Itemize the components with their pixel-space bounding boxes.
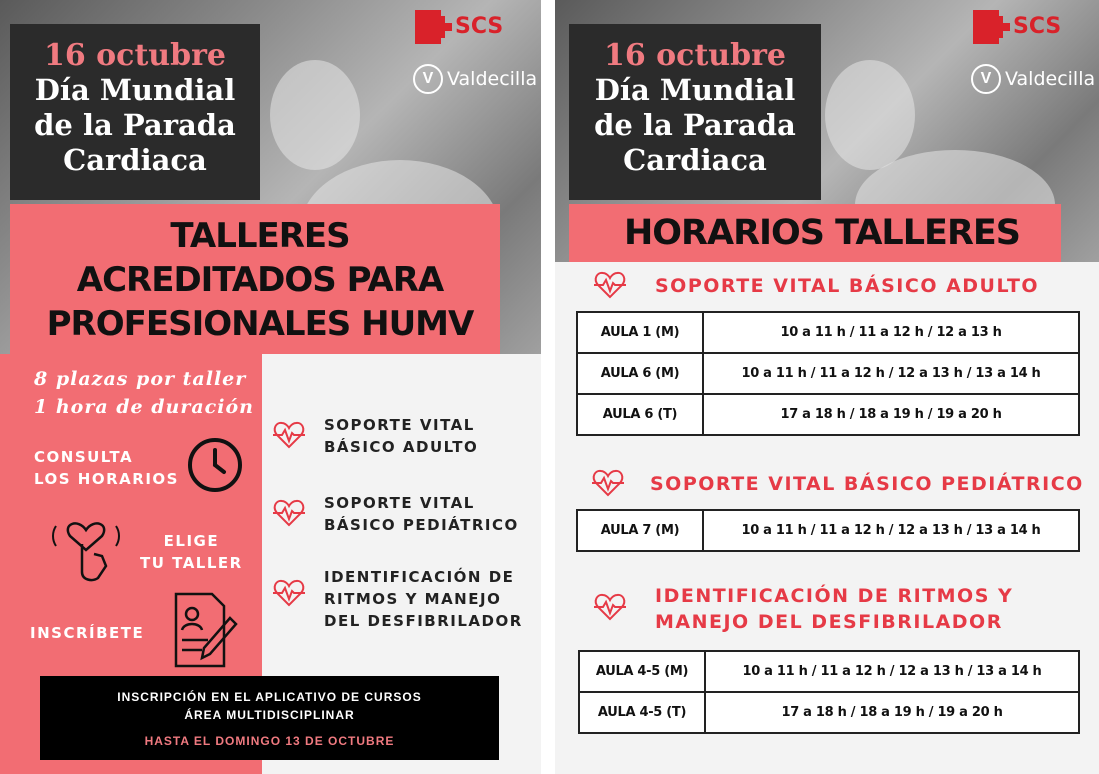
times-cell: 17 a 18 h / 18 a 19 h / 19 a 20 h xyxy=(705,692,1079,733)
valdecilla-logo-icon: V xyxy=(971,64,1001,94)
heart-pulse-icon xyxy=(272,420,306,450)
schedule-table xyxy=(576,311,1080,436)
section-heading-line: IDENTIFICACIÓN DE RITMOS Y xyxy=(655,585,1014,607)
hand-heart-icon xyxy=(48,512,124,584)
schedule-table xyxy=(576,509,1080,552)
places-per-workshop: 8 plazas por taller xyxy=(34,368,247,390)
step-choose xyxy=(140,530,243,574)
workshop-line: BÁSICO PEDIÁTRICO xyxy=(324,516,519,534)
scs-logo-mark xyxy=(973,10,999,44)
heart-pulse-icon xyxy=(593,592,627,622)
event-date: 16 octubre xyxy=(43,38,226,73)
workshop-line: IDENTIFICACIÓN DE xyxy=(324,568,515,586)
event-name-line: de la Parada xyxy=(34,108,236,142)
title-line: ACREDITADOS PARA xyxy=(76,260,444,300)
step-choose-line: ELIGE xyxy=(163,532,220,550)
event-date: 16 octubre xyxy=(603,38,786,73)
heart-pulse-icon xyxy=(272,498,306,528)
workshop-line: DEL DESFIBRILADOR xyxy=(324,612,523,630)
heart-pulse-icon xyxy=(593,270,627,300)
event-name-line: Cardiaca xyxy=(63,143,207,177)
section-heading: SOPORTE VITAL BÁSICO ADULTO xyxy=(655,275,1040,297)
times-cell: 10 a 11 h / 11 a 12 h / 12 a 13 h / 13 a 14 h xyxy=(703,510,1079,551)
registration-deadline: HASTA EL DOMINGO 13 DE OCTUBRE xyxy=(144,734,395,748)
workshop-duration: 1 hora de duración xyxy=(34,396,254,418)
valdecilla-logo-text: Valdecilla xyxy=(1005,68,1096,90)
workshop-item xyxy=(324,566,523,632)
workshop-line: BÁSICO ADULTO xyxy=(324,438,479,456)
event-name-line: Día Mundial xyxy=(594,73,796,107)
registration-box xyxy=(40,676,499,760)
room-cell: AULA 7 (M) xyxy=(577,510,703,551)
event-name-line: Cardiaca xyxy=(623,143,767,177)
title-line: PROFESIONALES HUMV xyxy=(46,304,474,344)
step-consult xyxy=(34,446,179,490)
schedule-table xyxy=(578,650,1080,734)
section-heading xyxy=(655,583,1013,635)
valdecilla-logo-icon: V xyxy=(413,64,443,94)
room-cell: AULA 4-5 (M) xyxy=(579,651,705,692)
room-cell: AULA 4-5 (T) xyxy=(579,692,705,733)
poster-title: HORARIOS TALLERES xyxy=(623,213,1021,253)
section-heading-line: MANEJO DEL DESFIBRILADOR xyxy=(655,611,1003,633)
title-line: TALLERES xyxy=(170,216,350,256)
workshop-item xyxy=(324,414,478,458)
table-row xyxy=(577,510,1079,551)
clock-icon xyxy=(186,436,244,494)
scs-logo-mark xyxy=(415,10,441,44)
times-cell: 10 a 11 h / 11 a 12 h / 12 a 13 h xyxy=(703,312,1079,353)
table-row xyxy=(579,692,1079,733)
table-row xyxy=(577,312,1079,353)
table-row xyxy=(577,353,1079,394)
date-box xyxy=(569,24,821,200)
step-choose-line: TU TALLER xyxy=(140,554,243,572)
heart-pulse-icon xyxy=(591,468,625,498)
times-cell: 10 a 11 h / 11 a 12 h / 12 a 13 h / 13 a 14 h xyxy=(703,353,1079,394)
section-heading: SOPORTE VITAL BÁSICO PEDIÁTRICO xyxy=(650,473,1084,495)
times-cell: 10 a 11 h / 11 a 12 h / 12 a 13 h / 13 a 14 h xyxy=(705,651,1079,692)
step-consult-line: CONSULTA xyxy=(34,448,134,466)
poster-right xyxy=(555,0,1099,774)
step-consult-line: LOS HORARIOS xyxy=(34,470,179,488)
step-register: INSCRÍBETE xyxy=(30,624,145,642)
table-row xyxy=(577,394,1079,435)
logos xyxy=(413,6,538,96)
valdecilla-logo-text: Valdecilla xyxy=(447,68,538,90)
logos xyxy=(971,6,1096,96)
workshop-line: SOPORTE VITAL xyxy=(324,494,475,512)
registration-line: ÁREA MULTIDISCIPLINAR xyxy=(184,708,355,722)
poster-left xyxy=(0,0,541,774)
registration-line: INSCRIPCIÓN EN EL APLICATIVO DE CURSOS xyxy=(117,690,422,704)
poster-title xyxy=(10,214,510,346)
event-name-line: Día Mundial xyxy=(34,73,236,107)
room-cell: AULA 6 (T) xyxy=(577,394,703,435)
workshop-item xyxy=(324,492,519,536)
table-row xyxy=(579,651,1079,692)
workshop-line: SOPORTE VITAL xyxy=(324,416,475,434)
scs-logo-text: SCS xyxy=(1013,14,1062,39)
workshop-line: RITMOS Y MANEJO xyxy=(324,590,502,608)
times-cell: 17 a 18 h / 18 a 19 h / 19 a 20 h xyxy=(703,394,1079,435)
room-cell: AULA 6 (M) xyxy=(577,353,703,394)
date-box xyxy=(10,24,260,200)
event-name-line: de la Parada xyxy=(594,108,796,142)
heart-pulse-icon xyxy=(272,578,306,608)
form-pen-icon xyxy=(168,588,240,672)
room-cell: AULA 1 (M) xyxy=(577,312,703,353)
scs-logo-text: SCS xyxy=(455,14,504,39)
